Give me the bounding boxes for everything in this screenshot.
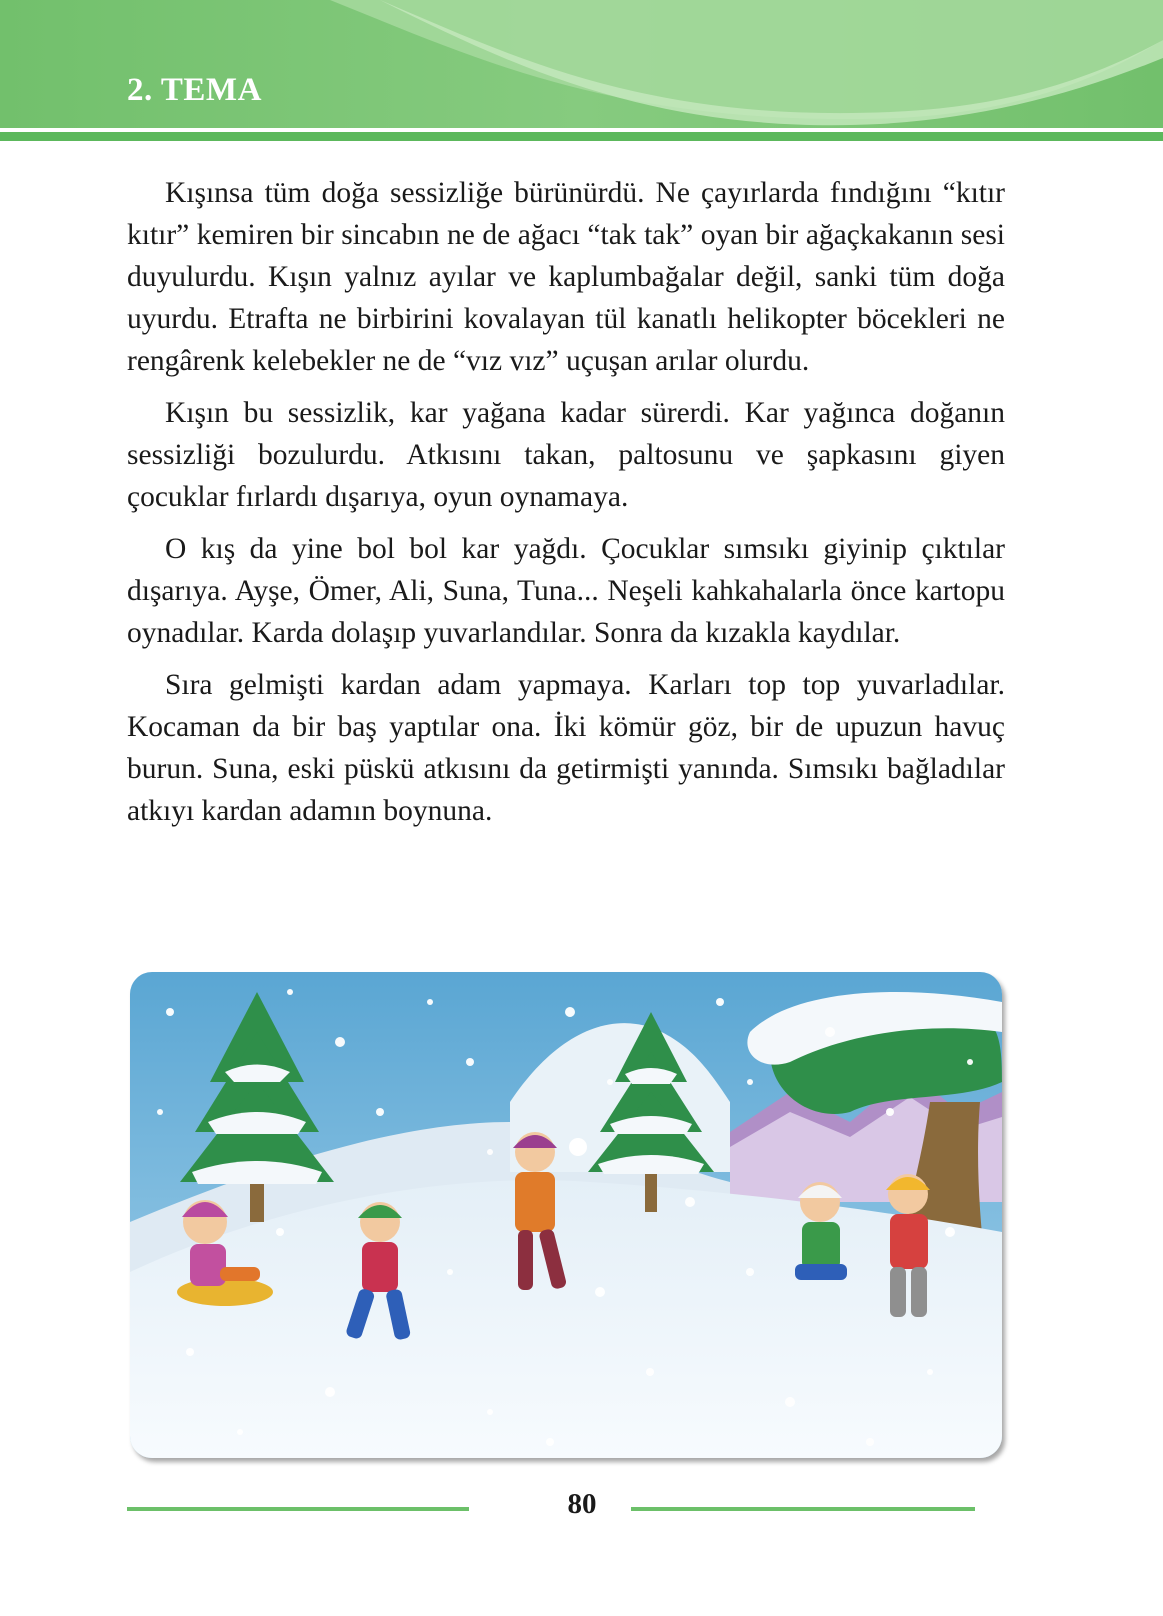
story-text	[127, 172, 1005, 842]
winter-scene-illustration	[130, 972, 1002, 1458]
paragraph-1: Kışınsa tüm doğa sessizliğe bürünürdü. Ne çayırlarda fındığını “kıtır kıtır” kemiren bir sincabın ne de ağacı “tak tak” oyan bir ağaçkakanın sesi duyulurdu. Kışın yalnız ayılar ve kaplumbağalar değil, sanki tüm doğa uyurdu. Etrafta ne birbirini kovalayan tül kanatlı helikopter böcekleri ne rengârenk kelebekler ne de “vız vız” uçuşan arılar olurdu.	[127, 177, 1005, 377]
winter-scene-drawing	[130, 972, 1002, 1458]
chapter-header	[0, 0, 1163, 150]
paragraph-3: O kış da yine bol bol kar yağdı. Çocuklar sımsıkı giyinip çıktılar dışarıya. Ayşe, Ömer, Ali, Suna, Tuna... Neşeli kahkahalarla önce kartopu oynadılar. Karda dolaşıp yuvarlandılar. Sonra da kızakla kaydılar.	[127, 533, 1005, 649]
page-number: 80	[567, 1488, 597, 1520]
footer-line-left	[127, 1507, 469, 1511]
paragraph-4: Sıra gelmişti kardan adam yapmaya. Karları top top yuvarladılar. Kocaman da bir baş yaptılar ona. İki kömür göz, bir de upuzun havuç burun. Suna, eski püskü atkısını da getirmişti yanında. Sımsıkı bağladılar atkıyı kardan adamın boynuna.	[127, 669, 1005, 827]
paragraph-2: Kışın bu sessizlik, kar yağana kadar sürerdi. Kar yağınca doğanın sessizliği bozulurdu. Atkısını takan, paltosunu ve şapkasını giyen çocuklar fırlardı dışarıya, oyun oynamaya.	[127, 397, 1005, 513]
footer-line-right	[631, 1507, 975, 1511]
theme-label: 2. TEMA	[127, 72, 262, 108]
